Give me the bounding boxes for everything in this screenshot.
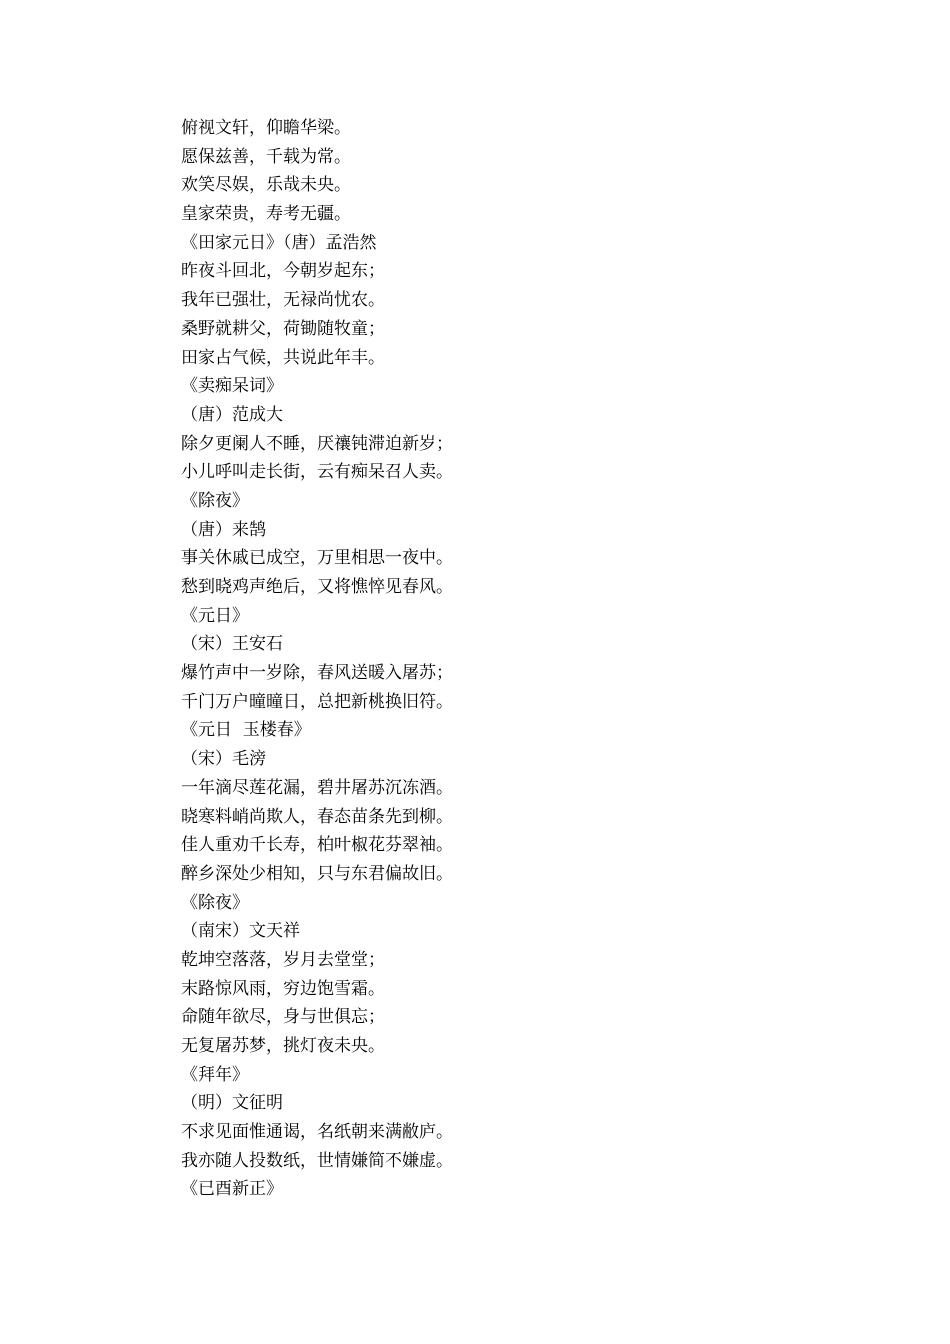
poem-title: 《元日》 [181, 605, 249, 626]
text-line: 不求见面惟通谒，名纸朝来满敝庐。 [181, 1122, 453, 1143]
poem-author: （唐）范成大 [181, 404, 283, 425]
poem-author: （明）文征明 [181, 1093, 283, 1114]
poem-title: 《拜年》 [181, 1064, 249, 1085]
text-line: 桑野就耕父，荷锄随牧童； [181, 318, 385, 339]
text-line: 欢笑尽娱，乐哉未央。 [181, 175, 351, 196]
text-line: 小儿呼叫走长街，云有痴呆召人卖。 [181, 462, 453, 483]
poem-title: 《已酉新正》 [181, 1179, 283, 1200]
text-line: 佳人重劝千长寿，柏叶椒花芬翠袖。 [181, 835, 453, 856]
poem-title: 《元日 玉楼春》 [181, 720, 311, 741]
text-line: 无复屠苏梦，挑灯夜未央。 [181, 1036, 385, 1056]
poem-text-column [181, 114, 781, 1204]
text-line: 昨夜斗回北，今朝岁起东； [181, 261, 385, 282]
text-line: 末路惊风雨，穷边饱雪霜。 [181, 978, 385, 999]
text-line: 乾坤空落落，岁月去堂堂； [181, 949, 385, 970]
text-line: 皇家荣贵，寿考无疆。 [181, 204, 351, 225]
text-line: 醉乡深处少相知，只与东君偏故旧。 [181, 863, 453, 884]
text-line: 田家占气候，共说此年丰。 [181, 347, 385, 368]
poem-author: （宋）毛滂 [181, 749, 266, 770]
poem-title: 《卖痴呆词》 [181, 376, 283, 397]
text-line: 晓寒料峭尚欺人，春态苗条先到柳。 [181, 806, 453, 827]
text-line: 愿保兹善，千载为常。 [181, 146, 351, 167]
text-line: 俯视文轩，仰瞻华梁。 [181, 118, 351, 138]
poem-title: 《除夜》 [181, 892, 249, 913]
text-line: 事关休戚已成空，万里相思一夜中。 [181, 548, 453, 569]
text-line: 千门万户曈曈日，总把新桃换旧符。 [181, 691, 453, 712]
text-line: 爆竹声中一岁除，春风送暖入屠苏； [181, 663, 453, 684]
text-line: 一年滴尽莲花漏，碧井屠苏沉冻酒。 [181, 777, 453, 798]
text-line: 愁到晓鸡声绝后，又将憔悴见春风。 [181, 577, 453, 597]
poem-heading: 《田家元日》（唐）孟浩然 [181, 232, 377, 253]
poem-author: （唐）来鹄 [181, 519, 266, 540]
poem-author: （南宋）文天祥 [181, 921, 300, 942]
text-line: 命随年欲尽，身与世俱忘； [181, 1007, 385, 1028]
text-line: 我亦随人投数纸，世情嫌简不嫌虚。 [181, 1150, 453, 1171]
poem-title: 《除夜》 [181, 490, 249, 511]
text-line: 除夕更阑人不睡，厌禳钝滞迫新岁； [181, 433, 453, 454]
text-line: 我年已强壮，无禄尚忧农。 [181, 290, 385, 311]
poem-author: （宋）王安石 [181, 634, 283, 655]
